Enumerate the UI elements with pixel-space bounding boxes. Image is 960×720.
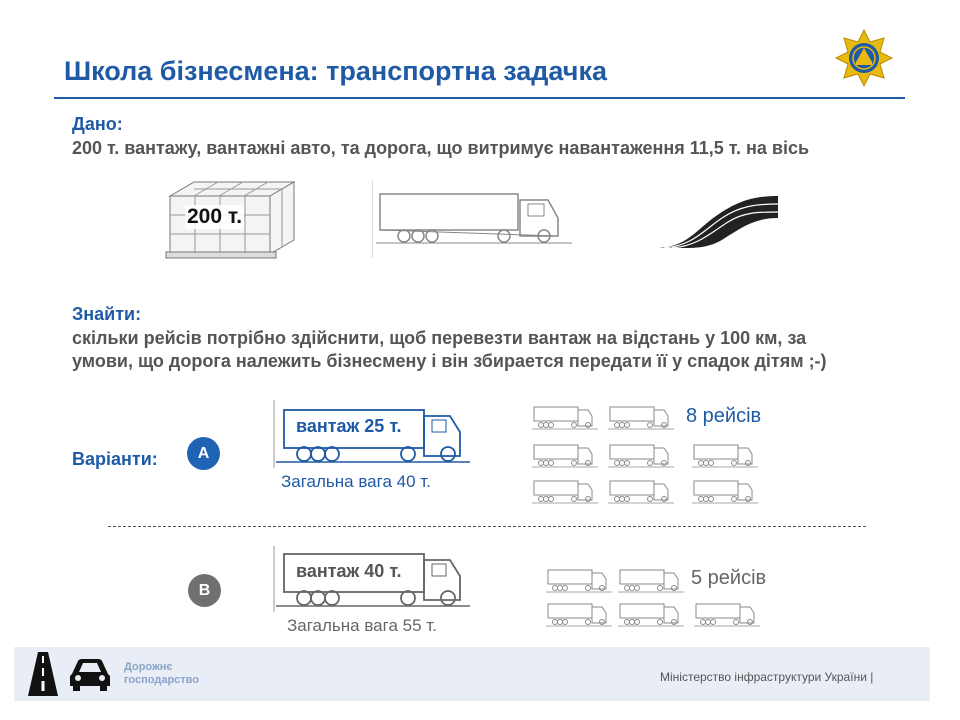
variant-b-total-weight: Загальна вага 55 т. (287, 616, 437, 635)
variant-b-cargo: вантаж 40 т. (296, 561, 402, 581)
given-text: 200 т. вантажу, вантажні авто, та дорога, що витримує навантаження 11,5 т. на вісь (72, 138, 810, 158)
road-icon (28, 652, 58, 696)
variant-a-total-weight: Загальна вага 40 т. (281, 472, 431, 491)
cargo-weight-label: 200 т. (187, 205, 243, 228)
mini-truck-icon (546, 601, 612, 629)
variants-divider (108, 526, 866, 527)
footer-ministry: Міністерство інфраструктури України | (660, 670, 874, 684)
variant-a-trips: 8 рейсів (686, 405, 762, 427)
mini-truck-icon (692, 478, 758, 506)
mini-truck-icon (532, 404, 598, 432)
footer-org-line2: господарство (124, 674, 200, 686)
mini-truck-icon (618, 567, 684, 595)
mini-truck-icon (694, 601, 760, 629)
mini-truck-icon (618, 601, 684, 629)
variant-b-trips: 5 рейсів (691, 567, 767, 589)
given-label: Дано: (72, 114, 123, 134)
road-image (656, 190, 778, 250)
mini-truck-icon (546, 567, 612, 595)
variant-b-badge[interactable]: B (188, 574, 221, 607)
mini-truck-icon (608, 404, 674, 432)
mini-truck-icon (532, 442, 598, 470)
page-title: Школа бізнесмена: транспортна задачка (64, 56, 607, 86)
find-text: скільки рейсів потрібно здійснити, щоб перевезти вантаж на відстань у 100 км, за умови, що дорога належить бізнесмену і він збирается передати її у спадок дітям ;-) (72, 328, 827, 371)
mini-truck-icon (608, 478, 674, 506)
variant-a-badge[interactable]: A (187, 437, 220, 470)
mini-truck-icon (608, 442, 674, 470)
semi-truck-image (372, 180, 577, 260)
variant-a-cargo: вантаж 25 т. (296, 416, 402, 436)
title-divider (54, 97, 905, 99)
mini-truck-icon (692, 442, 758, 470)
footer-org-line1: Дорожнє (124, 661, 173, 673)
variants-label: Варіанти: (72, 449, 158, 469)
footer-org-name (124, 661, 224, 687)
mini-truck-icon (532, 478, 598, 506)
car-icon (68, 656, 112, 692)
find-label: Знайти: (72, 304, 142, 324)
ministry-emblem-icon (834, 28, 894, 88)
